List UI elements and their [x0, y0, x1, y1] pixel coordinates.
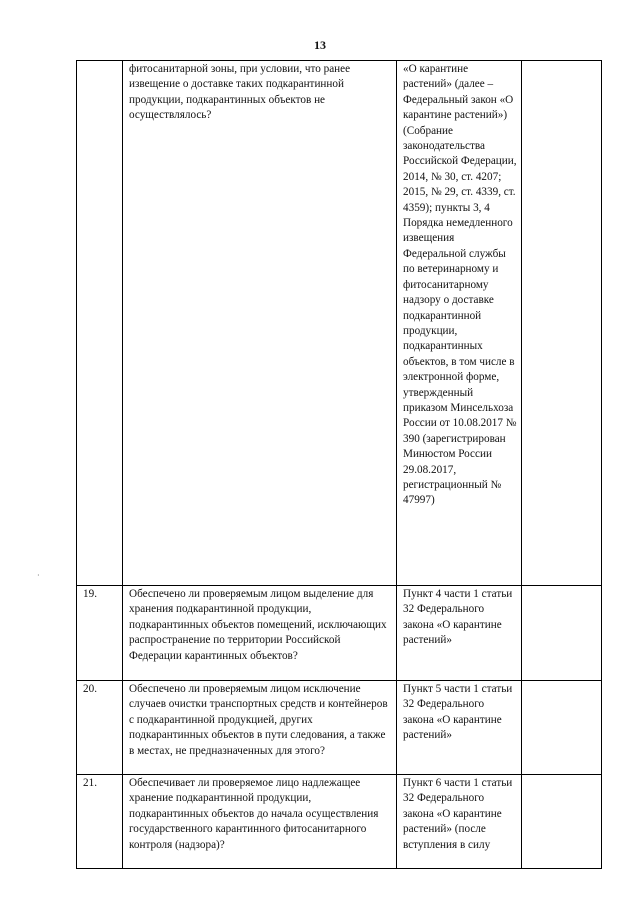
checklist-table: [76, 60, 602, 869]
question-cell: фитосанитарной зоны, при условии, что ранее извещение о доставке таких подкарантинной продукции, подкарантинных объектов не осуществлялось?: [123, 61, 397, 586]
page-number: 13: [314, 38, 326, 52]
question-cell: Обеспечено ли проверяемым лицом исключение случаев очистки транспортных средств и контейнеров с подкарантинной продукцией, других подкарантинных объектов в пути следования, а также в местах, не предназначенных для этого?: [123, 681, 397, 775]
answer-cell: [522, 586, 602, 681]
row-number-cell: 19.: [77, 586, 123, 681]
row-number-cell: 20.: [77, 681, 123, 775]
table-row: [77, 586, 602, 681]
question-cell: Обеспечивает ли проверяемое лицо надлежащее хранение подкарантинной продукции, подкарантинных объектов до начала осуществления государственного карантинного фитосанитарного контроля (надзора)?: [123, 775, 397, 869]
legal-requirement-cell: Пункт 6 части 1 статьи 32 Федерального закона «О карантине растений» (после вступления в силу: [397, 775, 522, 869]
row-number-cell: [77, 61, 123, 586]
answer-cell: [522, 681, 602, 775]
table-row: [77, 681, 602, 775]
table-row: [77, 61, 602, 586]
table-row: [77, 775, 602, 869]
scan-artifact-mark: ·: [37, 571, 40, 580]
legal-requirement-cell: Пункт 5 части 1 статьи 32 Федерального закона «О карантине растений»: [397, 681, 522, 775]
row-number-cell: 21.: [77, 775, 123, 869]
answer-cell: [522, 61, 602, 586]
legal-requirement-cell: «О карантине растений» (далее – Федеральный закон «О карантине растений») (Собрание законодательства Российской Федерации, 2014, № 30, ст. 4207; 2015, № 29, ст. 4339, ст. 4359); пункты 3, 4 Порядка немедленного извещения Федеральной службы по ветеринарному и фитосанитарному надзору о доставке подкарантинной продукции, подкарантинных объектов, в том числе в электронной форме, утвержденный приказом Минсельхоза России от 10.08.2017 № 390 (зарегистрирован Минюстом России 29.08.2017, регистрационный № 47997): [397, 61, 522, 586]
answer-cell: [522, 775, 602, 869]
legal-requirement-cell: Пункт 4 части 1 статьи 32 Федерального закона «О карантине растений»: [397, 586, 522, 681]
question-cell: Обеспечено ли проверяемым лицом выделение для хранения подкарантинной продукции, подкарантинных объектов помещений, исключающих распространение по территории Российской Федерации карантинных объектов?: [123, 586, 397, 681]
